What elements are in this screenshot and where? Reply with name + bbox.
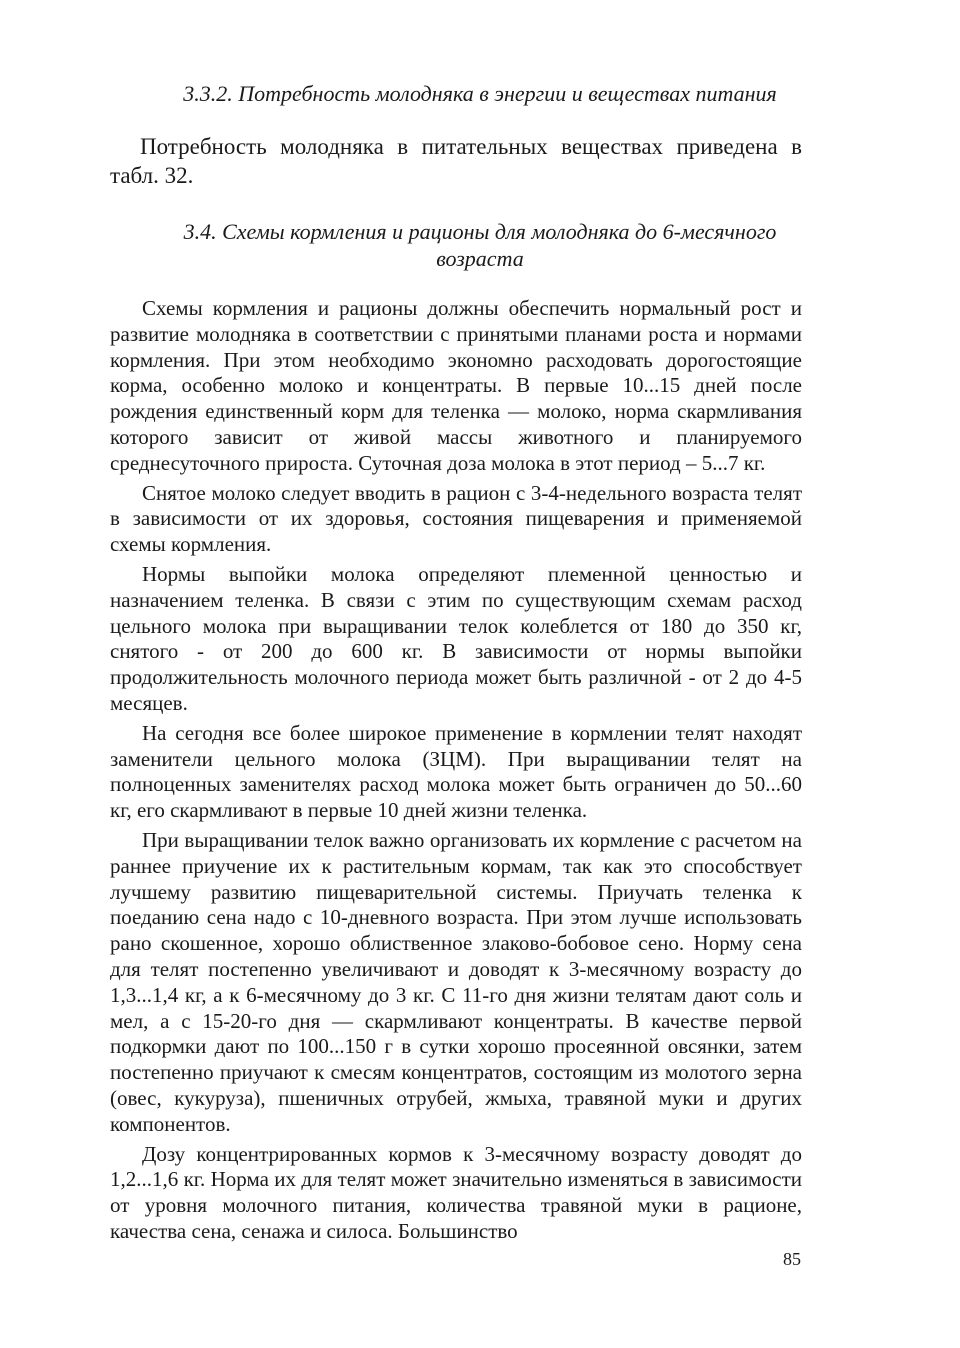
page-number: 85 — [783, 1249, 801, 1269]
section-heading-line-1: 3.4. Схемы кормления и рационы для молодняка до 6-месячного — [183, 219, 777, 244]
paragraph: При выращивании телок важно организовать их кормление с расчетом на раннее приучение их к растительным кормам, так как это способствует лучшему развитию пищеварительной системы. Приучать теленка к поеданию сена надо с 10-дневного возраста. При этом лучше использовать рано скошенное, хорошо облиственное злаково-бобовое сено. Норму сена для телят постепенно увеличивают и доводят к 3-месячному возрасту до 1,3...1,4 кг, а к 6-месячному до 3 кг. С 11-го дня жизни телятам дают соль и мел, а с 15-20-го дня — скармливают концентраты. В качестве первой подкормки дают по 100...150 г в сутки хорошо просеянной овсянки, затем постепенно приучают к смесям концентратов, состоящим из молотого зерна (овес, кукуруза), пшеничных отрубей, жмыха, травяной муки и других компонентов. — [110, 827, 802, 1136]
paragraph: Снятое молоко следует вводить в рацион с 3-4-недельного возраста телят в зависимости от их здоровья, состояния пищеварения и применяемой схемы кормления. — [110, 480, 802, 557]
section-heading-3-4 — [140, 218, 820, 272]
paragraph: Нормы выпойки молока определяют племенной ценностью и назначением теленка. В связи с этим по существующим схемам расход цельного молока при выращивании телок колеблется от 180 до 350 кг, снятого - от 200 до 600 кг. В зависимости от нормы выпойки продолжительность молочного периода может быть различной - от 2 до 4-5 месяцев. — [110, 561, 802, 715]
paragraph: Дозу концентрированных кормов к 3-месячному возрасту доводят до 1,2...1,6 кг. Норма их для телят может значительно изменяться в зависимости от уровня молочного питания, количества травяной муки в рационе, качества сена, сенажа и силоса. Большинство — [110, 1141, 802, 1243]
paragraph: Схемы кормления и рационы должны обеспечить нормальный рост и развитие молодняка в соответствии с принятыми планами роста и нормами кормления. При этом необходимо экономно расходовать дорогостоящие корма, особенно молоко и концентраты. В первые 10...15 дней после рождения единственный корм для теленка — молоко, норма скармливания которого зависит от живой массы животного и планируемого среднесуточного прироста. Суточная доза молока в этот период – 5...7 кг. — [110, 296, 802, 475]
section-heading-3-3-2: 3.3.2. Потребность молодняка в энергии и веществах питания — [183, 81, 777, 106]
section-body — [110, 296, 802, 1249]
paragraph: На сегодня все более широкое применение в кормлении телят находят заменители цельного молока (ЗЦМ). При выращивании телят на полноценных заменителях расход молока может быть ограничен до 50...60 кг, его скармливают в первые 10 дней жизни теленка. — [110, 720, 802, 823]
section-intro-text: Потребность молодняка в питательных веществах приведена в табл. 32. — [110, 134, 802, 188]
section-heading-line-2: возраста — [436, 246, 524, 271]
